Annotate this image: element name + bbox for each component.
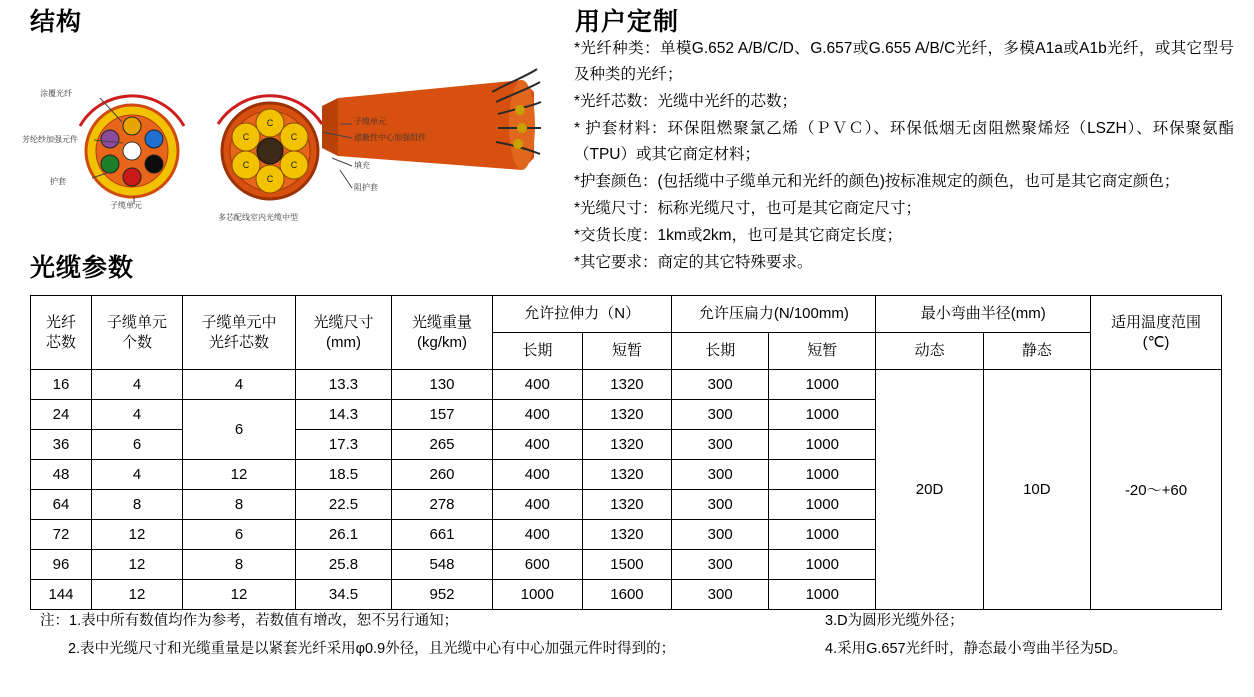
cell-crush-short: 1000 [769,520,876,550]
custom-spec-block [574,36,1234,277]
cell-subunit-count: 6 [92,430,183,460]
cell-subunit-count: 4 [92,400,183,430]
cell-subunit-count: 4 [92,370,183,400]
cell-crush-short: 1000 [769,490,876,520]
figure-label-flame-jacket: 阻护套 [354,183,378,192]
table-header [31,296,1222,370]
cell-fiber-per-subunit: 12 [183,460,296,490]
cell-crush-long: 300 [672,430,769,460]
cell-crush-long: 300 [672,460,769,490]
cell-bend-dynamic: 20D [876,370,983,610]
cell-tensile-long: 400 [493,490,583,520]
cell-crush-long: 300 [672,490,769,520]
figure-label-aramid-strength: 芳纶纱加强元件 [22,135,78,144]
cell-fiber-per-subunit: 12 [183,580,296,610]
svg-text:C: C [266,118,274,128]
custom-spec-line: *光缆尺寸：标称光缆尺寸，也可是其它商定尺寸； [574,200,922,217]
cell-fiber-per-subunit: 8 [183,550,296,580]
cell-tensile-short: 1500 [582,550,672,580]
cell-subunit-count: 12 [92,550,183,580]
cell-fiber-count: 72 [31,520,92,550]
cell-cable-size: 17.3 [296,430,392,460]
cell-fiber-count: 24 [31,400,92,430]
cell-crush-short: 1000 [769,550,876,580]
cell-tensile-long: 400 [493,520,583,550]
cell-crush-short: 1000 [769,430,876,460]
col-bend-radius-group: 最小弯曲半径(mm) [876,296,1091,333]
cell-tensile-short: 1320 [582,520,672,550]
custom-spec-line: *光纤种类：单模G.652 A/B/C/D、G.657或G.655 A/B/C光纤，多模A1a或A1b光纤，或其它型号及种类的光纤； [574,40,1234,83]
svg-text:C: C [242,160,250,170]
custom-spec-line: *交货长度：1km或2km，也可是其它商定长度； [574,227,903,244]
cell-cable-weight: 952 [392,580,493,610]
figure-caption-multicore: 多芯配线室内光缆中型 [218,213,298,222]
cell-fiber-per-subunit: 4 [183,370,296,400]
cell-tensile-long: 400 [493,430,583,460]
cell-cable-weight: 157 [392,400,493,430]
cable-cross-section-diagram [22,36,542,206]
cable-parameters-table [30,295,1222,610]
note-2: 2.表中光缆尺寸和光缆重量是以紧套光纤采用φ0.9外径，且光缆中心有中心加强元件时得到的； [68,641,676,657]
figure-label-filling: 填充 [354,161,370,170]
cell-tensile-short: 1320 [582,370,672,400]
cell-cable-weight: 260 [392,460,493,490]
col-bend-dynamic: 动态 [876,333,983,370]
section-title-structure: 结构 [30,8,83,36]
cell-crush-short: 1000 [769,370,876,400]
custom-spec-line: *护套颜色：(包括缆中子缆单元和光纤的颜色)按标准规定的颜色，也可是其它商定颜色； [574,173,1180,190]
cell-cable-weight: 265 [392,430,493,460]
cell-cable-size: 13.3 [296,370,392,400]
figure-label-subunit: 子缆单元 [354,117,386,126]
cell-tensile-long: 400 [493,370,583,400]
cell-fiber-count: 64 [31,490,92,520]
note-1: 注：1.表中所有数值均作为参考，若数值有增改，恕不另行通知； [40,613,459,629]
cell-cable-weight: 548 [392,550,493,580]
notes-row-2 [30,635,1222,663]
col-tensile-long: 长期 [493,333,583,370]
cable-structure-figure [22,36,542,222]
col-fiber-count: 光纤 芯数 [31,296,92,370]
cell-cable-weight: 661 [392,520,493,550]
cell-cable-size: 25.8 [296,550,392,580]
cell-tensile-short: 1320 [582,430,672,460]
cell-cable-weight: 130 [392,370,493,400]
note-4: 4.采用G.657光纤时，静态最小弯曲半径为5D。 [825,641,1128,657]
cell-fiber-per-subunit: 8 [183,490,296,520]
cell-cable-size: 22.5 [296,490,392,520]
svg-text:C: C [266,174,274,184]
col-subunit-count: 子缆单元 个数 [92,296,183,370]
cell-crush-long: 300 [672,400,769,430]
cell-crush-long: 300 [672,580,769,610]
cell-subunit-count: 12 [92,580,183,610]
cell-fiber-per-subunit: 6 [183,400,296,460]
section-title-custom: 用户定制 [575,8,680,36]
figure-label-subunit-left: 子缆单元 [110,201,142,210]
cell-fiber-count: 16 [31,370,92,400]
cell-subunit-count: 8 [92,490,183,520]
col-bend-static: 静态 [983,333,1090,370]
cell-tensile-long: 400 [493,400,583,430]
cell-tensile-short: 1320 [582,490,672,520]
col-crush-short: 短暂 [769,333,876,370]
svg-text:C: C [242,132,250,142]
cell-cable-size: 26.1 [296,520,392,550]
col-fiber-per-subunit: 子缆单元中 光纤芯数 [183,296,296,370]
cell-cable-weight: 278 [392,490,493,520]
cell-subunit-count: 4 [92,460,183,490]
table-body [31,370,1222,610]
table-row [31,370,1222,400]
col-tensile-short: 短暂 [582,333,672,370]
cell-cable-size: 34.5 [296,580,392,610]
col-crush-long: 长期 [672,333,769,370]
cell-subunit-count: 12 [92,520,183,550]
cell-crush-short: 1000 [769,460,876,490]
cell-crush-long: 300 [672,520,769,550]
cell-fiber-count: 144 [31,580,92,610]
cell-tensile-long: 600 [493,550,583,580]
custom-spec-line: * 护套材料：环保阻燃聚氯乙烯（ＰＶＣ）、环保低烟无卤阻燃聚烯烃（LSZH）、环保聚氨酯（TPU）或其它商定材料； [574,120,1234,163]
cell-crush-short: 1000 [769,580,876,610]
custom-spec-line: *光纤芯数：光缆中光纤的芯数； [574,93,798,110]
col-temperature: 适用温度范围 (℃) [1091,296,1222,370]
col-cable-weight: 光缆重量 (kg/km) [392,296,493,370]
col-cable-size: 光缆尺寸 (mm) [296,296,392,370]
cell-cable-size: 14.3 [296,400,392,430]
cell-crush-short: 1000 [769,400,876,430]
cell-fiber-count: 36 [31,430,92,460]
cell-tensile-short: 1320 [582,460,672,490]
table-notes [30,607,1222,663]
cell-tensile-long: 400 [493,460,583,490]
cell-tensile-short: 1320 [582,400,672,430]
cell-fiber-count: 96 [31,550,92,580]
cell-cable-size: 18.5 [296,460,392,490]
cell-temperature: -20～+60 [1091,370,1222,610]
cell-crush-long: 300 [672,370,769,400]
cell-tensile-short: 1600 [582,580,672,610]
col-tensile-group: 允许拉伸力（N） [493,296,672,333]
cell-crush-long: 300 [672,550,769,580]
figure-label-coated-fiber: 涂覆光纤 [40,89,72,98]
table-header-row-1 [31,296,1222,333]
figure-label-center-strength: 遮蔽性中心加强组件 [354,133,426,142]
custom-spec-line: *其它要求：商定的其它特殊要求。 [574,254,813,271]
figure-label-jacket: 护套 [50,177,66,186]
notes-row-1 [30,607,1222,635]
cell-bend-static: 10D [983,370,1090,610]
svg-text:C: C [290,132,298,142]
col-crush-group: 允许压扁力(N/100mm) [672,296,876,333]
svg-text:C: C [290,160,298,170]
section-title-params: 光缆参数 [30,254,135,282]
cell-fiber-count: 48 [31,460,92,490]
note-3: 3.D为圆形光缆外径； [825,613,964,629]
cell-tensile-long: 1000 [493,580,583,610]
cell-fiber-per-subunit: 6 [183,520,296,550]
